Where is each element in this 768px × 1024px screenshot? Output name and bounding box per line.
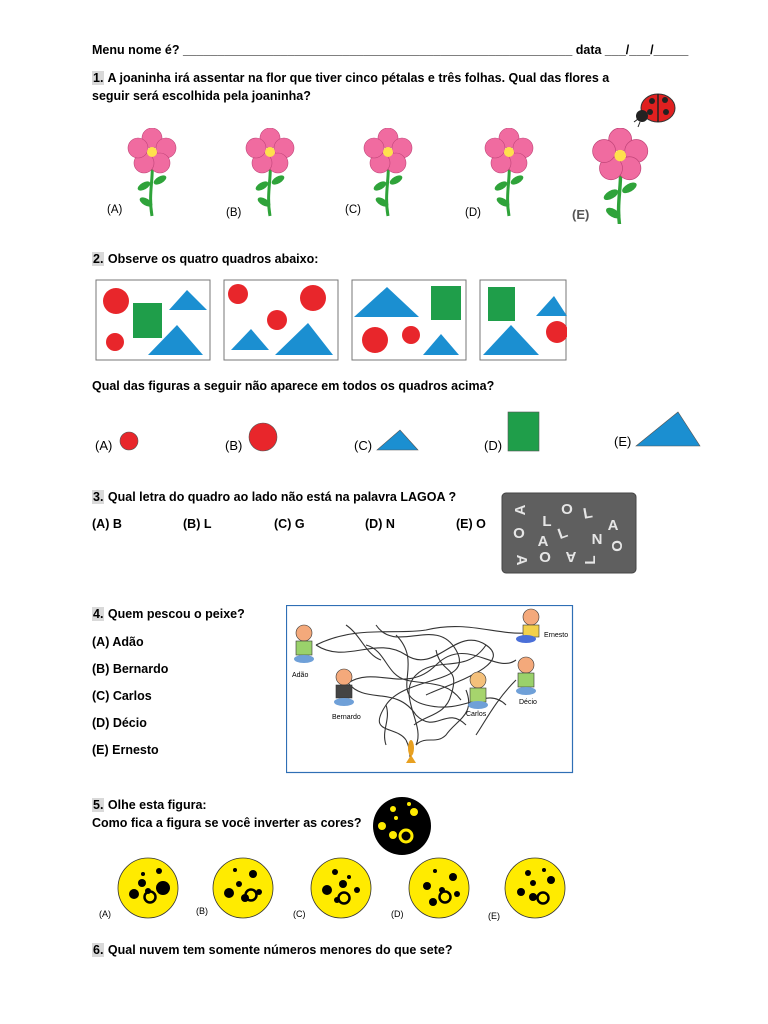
question-1-line1: A joaninha irá assentar na flor que tiver cinco pétalas e três folhas. Qual das flores a [107,71,610,85]
q2-option-c-label[interactable]: (C) [354,438,373,453]
box-letter: A [537,532,549,550]
q2-option-a-red-small-circle [118,430,140,452]
four-frames [95,279,567,361]
q5-option-a-label[interactable]: (A) [99,909,111,919]
maze-name-label: Ernesto [544,632,569,639]
maze-name-label: Carlos [466,711,487,718]
question-2-number: 2. [93,252,104,266]
q1-option-a-label[interactable]: (A) [107,204,123,216]
question-4-number: 4. [93,607,104,621]
q3-option-c[interactable]: (C) G [274,517,305,531]
black-circle-figure [370,797,434,855]
box-letter: A [513,554,531,566]
q4-option-d[interactable]: (D) Décio [92,716,147,730]
question-4-label: Quem pescou o peixe? [107,607,245,621]
q1-option-b-label[interactable]: (B) [226,207,242,219]
q5-option-b-yellow-circle [211,856,275,920]
question-2-question: Qual das figuras a seguir não aparece em todos os quadros acima? [92,379,495,393]
box-letter: A [565,548,577,566]
q2-option-b-label[interactable]: (B) [225,438,243,453]
frame-3 [352,280,466,360]
question-1-number: 1. [93,71,104,85]
question-5-label: Olhe esta figura: [107,798,207,812]
character-carlos [468,672,488,709]
box-letter: A [511,504,529,516]
box-letter: N [591,530,603,548]
q2-option-d-green-rectangle [507,411,541,453]
box-letter: L [542,512,552,530]
q5-option-c-label[interactable]: (C) [293,909,306,919]
q2-option-a-label[interactable]: (A) [95,438,113,453]
question-3-number: 3. [93,490,104,504]
q4-option-e[interactable]: (E) Ernesto [92,743,159,757]
q1-option-c-label[interactable]: (C) [345,204,361,216]
box-letter: O [539,548,551,566]
q5-option-d-label[interactable]: (D) [391,909,404,919]
box-letter: A [607,516,619,534]
q1-option-e-label[interactable]: (E) [572,207,590,222]
box-letter: O [513,524,525,542]
character-decio [516,657,536,695]
flower-a [124,128,196,224]
q4-option-b[interactable]: (B) Bernardo [92,662,169,676]
maze-name-label: Bernardo [332,714,361,721]
q5-option-a-yellow-circle [116,856,180,920]
box-letter: L [581,504,594,523]
q5-option-e-label[interactable]: (E) [488,911,500,921]
question-6-label: Qual nuvem tem somente números menores do que sete? [107,943,453,957]
letters-box [501,492,637,574]
q3-option-d[interactable]: (D) N [365,517,395,531]
flower-c [360,128,432,224]
q5-option-e-yellow-circle [503,856,567,920]
flower-e [588,128,660,224]
character-bernardo [334,669,354,706]
question-6-number: 6. [93,943,104,957]
question-3-text [92,490,456,504]
question-4-text [92,607,245,621]
q2-option-e-blue-big-triangle [634,410,702,448]
q2-option-b-red-big-circle [247,421,279,453]
box-letter: L [555,523,571,544]
question-3-label: Qual letra do quadro ao lado não está na palavra LAGOA ? [107,490,457,504]
question-1-line2: seguir será escolhida pela joaninha? [92,89,311,103]
frame-4 [480,280,567,360]
ladybug-icon [632,86,680,130]
q4-option-a[interactable]: (A) Adão [92,635,144,649]
q3-option-b[interactable]: (B) L [183,517,212,531]
question-6-text [92,943,452,957]
frame-1 [96,280,210,360]
box-letter: O [608,540,626,552]
question-5-number: 5. [93,798,104,812]
maze-name-label: Adão [292,672,309,679]
question-5-line2: Como fica a figura se você inverter as cores? [92,816,362,830]
flower-d [481,128,553,224]
q5-option-b-label[interactable]: (B) [196,906,208,916]
question-1-text [92,71,609,85]
fishing-maze [286,605,574,774]
q4-option-c[interactable]: (C) Carlos [92,689,152,703]
q3-option-a[interactable]: (A) B [92,517,122,531]
box-letter: L [581,555,599,565]
q3-option-e[interactable]: (E) O [456,517,486,531]
header-line: Menu nome é? ________________________________________________________ data ___/___/_____ [92,43,689,57]
box-letter: O [561,500,573,518]
q2-option-e-label[interactable]: (E) [614,434,632,449]
maze-name-label: Décio [519,699,537,706]
question-5-text [92,798,207,812]
q5-option-d-yellow-circle [407,856,471,920]
frame-2 [224,280,338,360]
character-adao [294,625,314,663]
flower-b [242,128,314,224]
q1-option-d-label[interactable]: (D) [465,207,481,219]
q2-option-c-blue-small-triangle [376,428,420,452]
q5-option-c-yellow-circle [309,856,373,920]
question-2-text [92,252,318,266]
q2-option-d-label[interactable]: (D) [484,438,503,453]
question-2-label: Observe os quatro quadros abaixo: [107,252,319,266]
